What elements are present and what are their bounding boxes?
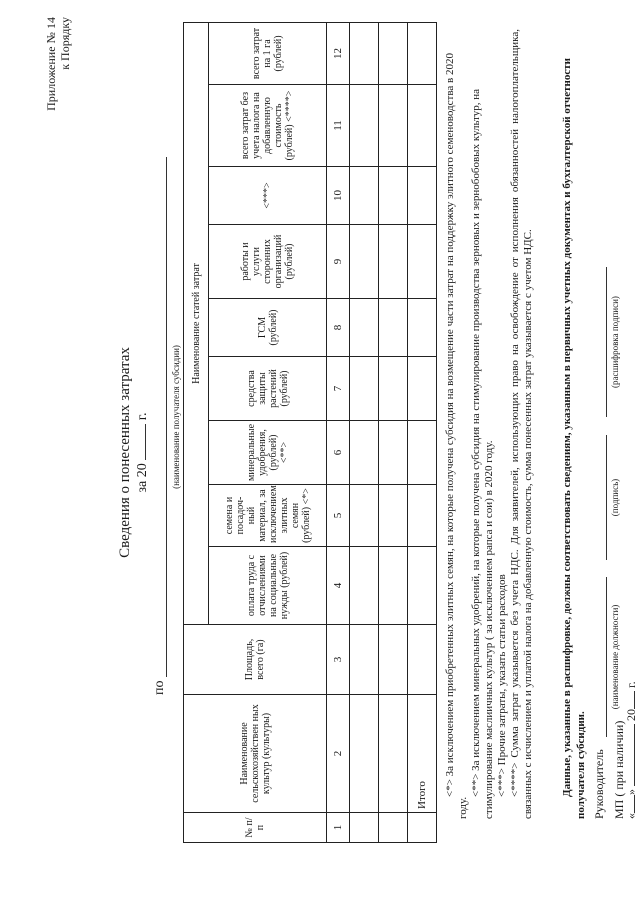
decode-caption: (расшифровка подписи) (610, 296, 620, 388)
column-number: 9 (327, 225, 350, 299)
table-cell[interactable] (379, 813, 408, 843)
table-cell[interactable] (408, 299, 437, 357)
column-number: 7 (327, 357, 350, 421)
header-fertilizers: минеральные удобрения, (рублей) <**> (209, 421, 327, 485)
appendix-line-2: к Порядку (58, 17, 72, 70)
table-cell[interactable] (379, 299, 408, 357)
column-number: 11 (327, 85, 350, 167)
column-number: 2 (327, 695, 350, 813)
period-year-blank (145, 424, 146, 460)
table-cell[interactable] (379, 167, 408, 225)
table-cell[interactable] (408, 85, 437, 167)
table-cell[interactable] (408, 547, 437, 625)
header-num: № п/п (184, 813, 327, 843)
column-number: 5 (327, 485, 350, 547)
table-cell[interactable] (379, 547, 408, 625)
header-area: Площадь, всего (га) (184, 625, 327, 695)
document-title: Сведения о понесенных затратах (117, 347, 133, 558)
table-cell[interactable] (379, 485, 408, 547)
data-compliance-note: Данные, указанные в расшифровке, должны соответствовать сведениям, указанным в первичных учетных документах и бухгалтерской отчетности получателя субсидии. (561, 58, 587, 819)
table-row (350, 22, 379, 842)
table-cell[interactable] (408, 167, 437, 225)
table-cell[interactable] (379, 225, 408, 299)
date-day-blank[interactable] (634, 795, 635, 813)
head-label: Руководитель (592, 749, 606, 819)
date-year-suffix: г. (624, 681, 638, 688)
table-cell[interactable] (350, 547, 379, 625)
table-cell[interactable] (379, 85, 408, 167)
period-prefix: за (135, 480, 150, 493)
column-number-row (327, 22, 350, 842)
table-cell[interactable] (350, 299, 379, 357)
costs-table (183, 22, 437, 843)
header-total-per-ha: всего затрат на 1 га (рублей) (209, 22, 327, 84)
column-number: 10 (327, 167, 350, 225)
column-number: 6 (327, 421, 350, 485)
table-cell[interactable] (408, 357, 437, 421)
period-year-prefix: 20 (135, 463, 150, 478)
header-fuel: ГСМ (рублей) (209, 299, 327, 357)
table-cell[interactable] (408, 22, 437, 84)
table-cell[interactable] (408, 225, 437, 299)
period-year-suffix: г. (135, 412, 150, 421)
table-cell[interactable] (350, 85, 379, 167)
total-label: Итого (408, 695, 437, 813)
position-caption: (наименование должности) (610, 604, 620, 710)
table-cell[interactable] (408, 625, 437, 695)
date-close-quote: » (624, 789, 638, 795)
table-cell[interactable] (350, 357, 379, 421)
header-other: <***> (209, 167, 327, 225)
stamp-label: МП ( при наличии) (612, 720, 626, 819)
recipient-name-line (166, 157, 167, 677)
date-open-quote: « (624, 813, 638, 819)
appendix-note (44, 17, 72, 905)
table-cell[interactable] (350, 813, 379, 843)
table-cell[interactable] (350, 625, 379, 695)
report-period (135, 0, 151, 905)
table-cell[interactable] (408, 421, 437, 485)
column-number: 8 (327, 299, 350, 357)
signature-line[interactable] (606, 435, 607, 560)
appendix-line-1: Приложение № 14 (44, 17, 58, 111)
header-services: работы и услуги сторонних организаций (рублей) (209, 225, 327, 299)
header-total-no-vat: всего затрат без учета налога на добавленную стоимость (рублей) <****> (209, 85, 327, 167)
decode-line[interactable] (606, 267, 607, 417)
table-cell[interactable] (379, 695, 408, 813)
footnote-4: <****> Сумма затрат указывается без учета НДС. Для заявителей, использующих право на освобождение от исполнения обязанностей налогоплательщика, связанных с исчислением и уплатой налога на добавленную стоимость, сумма понесенных затрат указывается с учетом НДС. (509, 29, 534, 819)
table-cell[interactable] (379, 357, 408, 421)
table-header-row-1 (184, 22, 209, 842)
column-number: 3 (327, 625, 350, 695)
column-number: 4 (327, 547, 350, 625)
date-year-blank[interactable] (634, 691, 635, 709)
recipient-prefix: по (152, 680, 167, 695)
table-cell[interactable] (350, 167, 379, 225)
footnotes (444, 29, 535, 819)
date-month-blank[interactable] (634, 724, 635, 786)
footnote-1: <*> За исключением приобретенных элитных семян, на которые получена субсидия на возмещение части затрат на поддержку элитного семеноводства в 2020 году. (444, 53, 469, 819)
date-line (624, 619, 638, 819)
date-year-prefix: 20 (624, 709, 638, 721)
table-cell[interactable] (379, 421, 408, 485)
header-cost-items-group: Наименование статей затрат (184, 22, 209, 624)
table-cell[interactable] (350, 421, 379, 485)
table-cell[interactable] (350, 22, 379, 84)
footnote-2: <**> За исключением минеральных удобрений, на которые получена субсидия на стимулирование производства зерновых и зернобобовых культур, на стимулирование маслиичных культур ( за исключением рапса и сои) в 2020 году. (470, 88, 495, 819)
table-cell[interactable] (379, 22, 408, 84)
column-number: 1 (327, 813, 350, 843)
column-number: 12 (327, 22, 350, 84)
recipient-caption: (наименование получателя субсидии) (171, 345, 181, 489)
header-seeds: семена и посадоч- ный материал, за исключением элитных семян (рублей) <*> (209, 485, 327, 547)
table-cell[interactable] (350, 225, 379, 299)
table-cell[interactable] (350, 485, 379, 547)
position-line[interactable] (606, 577, 607, 737)
table-cell[interactable] (379, 625, 408, 695)
header-protection: средства защиты растений (рублей) (209, 357, 327, 421)
header-labor: оплата труда с отчислениями на социальные нужды (рублей) (209, 547, 327, 625)
footnote-3: <***> Прочие затраты, указать статьи расходов (496, 574, 508, 797)
table-cell[interactable] (350, 695, 379, 813)
signature-caption: (подпись) (610, 478, 620, 517)
table-row (379, 22, 408, 842)
total-row (408, 22, 437, 842)
table-cell[interactable] (408, 485, 437, 547)
header-culture: Наименование сельскохозяйствен ных культур (культуры) (184, 695, 327, 813)
